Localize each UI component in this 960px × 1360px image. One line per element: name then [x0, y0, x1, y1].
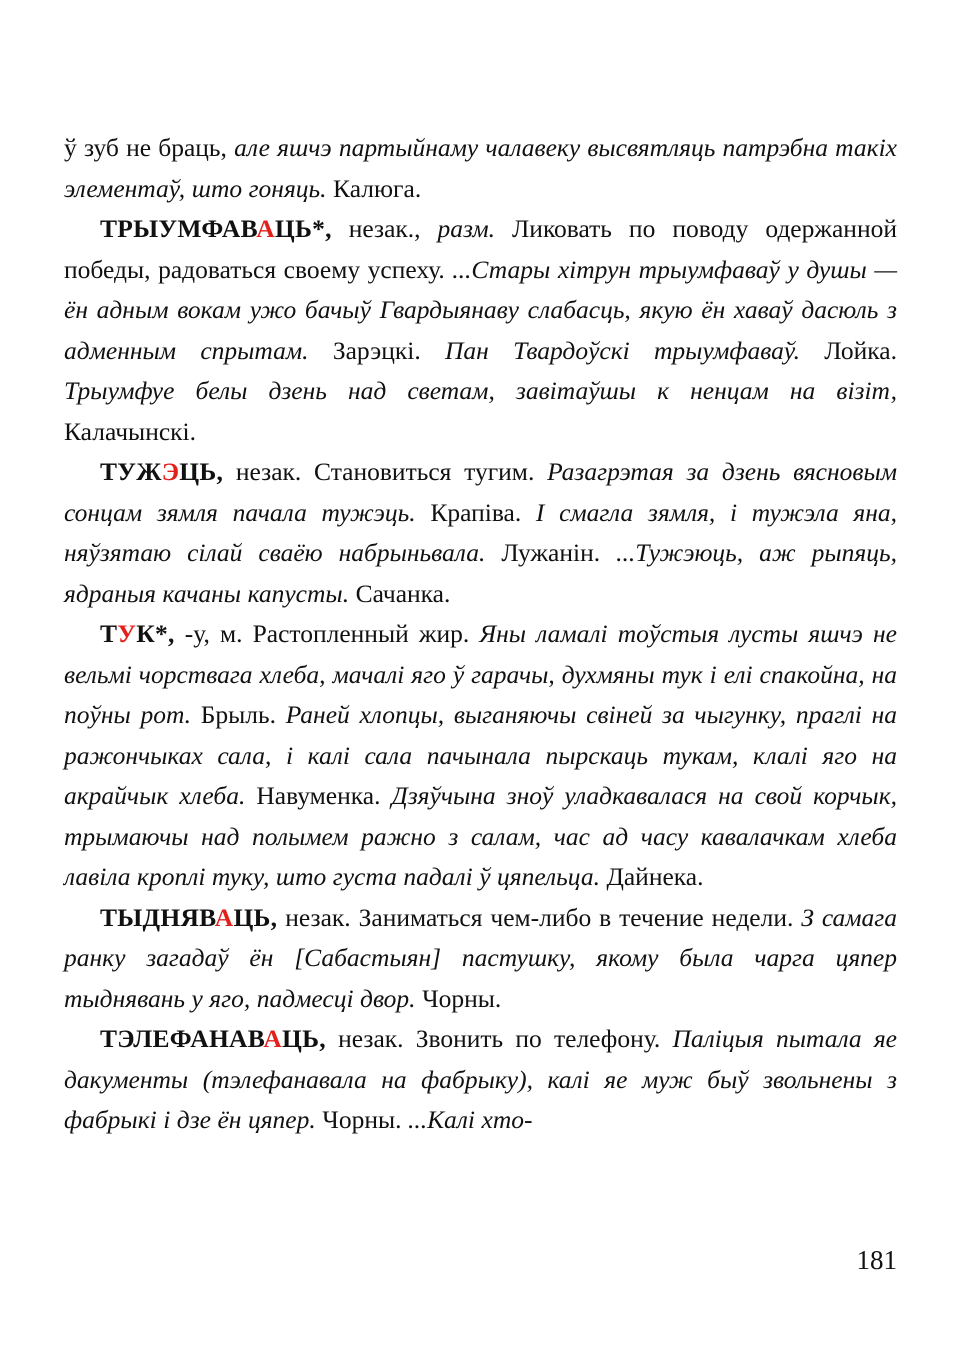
stressed-vowel: А — [214, 902, 234, 932]
definition-text: Заниматься чем-либо в течение недели. — [350, 902, 802, 932]
citation-source: Крапіва. — [415, 497, 536, 527]
headword-prefix: ТЫДНЯВ — [100, 902, 215, 932]
citation-source: Чорны. — [415, 983, 502, 1013]
usage-label: разм. — [437, 214, 496, 243]
grammar-label: незак. — [223, 457, 302, 486]
definition-text: Ликовать по поводу одержанной победы, радоваться своему успеху. — [64, 214, 897, 284]
citation-text: З самага ранку загадаў ён [Сабастыян] пастушку, якому была чарга цяпер тыднявань у яго, падмесці двор. — [64, 902, 897, 1013]
headword-prefix: ТРЫУМФАВ — [100, 214, 257, 243]
dictionary-entry — [64, 898, 897, 1020]
headword-prefix: Т — [100, 619, 118, 648]
citation-source: Брыль. — [191, 700, 286, 729]
headword — [100, 214, 332, 243]
citation-text: ...Калі хто- — [407, 1105, 533, 1134]
continuation-lead-text: ў зуб не браць, — [64, 133, 235, 162]
grammar-label: незак., — [331, 214, 438, 243]
headword-suffix: ЦЬ*, — [274, 214, 332, 243]
citation-source: Навуменка. — [245, 781, 392, 810]
citation-source: Зарэцкі. — [308, 335, 446, 365]
definition-text: Звонить по телефону. — [403, 1024, 673, 1053]
headword-suffix: ЦЬ, — [179, 457, 224, 486]
headword-suffix: ЦЬ, — [282, 1024, 326, 1053]
headword — [100, 457, 223, 486]
citation-text: ...Стары хітрун трыумфаваў у душы — ён адным вокам ужо бачыў Гвардыянаву слабасць, якую ён хаваў дасюль з адменным спрытам. — [64, 254, 897, 365]
headword-prefix: ТЭЛЕФАНАВ — [100, 1024, 264, 1053]
citation-text: Трыумфуе белы дзень над светам, завітаўшы к ненцам на візіт, — [64, 376, 897, 405]
page-number: 181 — [856, 1245, 897, 1275]
headword-suffix: ЦЬ, — [233, 902, 278, 932]
citation-text: ...Тужэюць, аж рыпяць, ядраныя качаны капусты. — [64, 538, 897, 608]
citation-text: Разагрэтая за дзень вясновым сонцам зямля пачала тужэць. — [64, 457, 898, 527]
citation-source: Дайнека. — [599, 862, 704, 891]
citation-source: Лойка. — [799, 335, 897, 365]
citation-text: Паліцыя пытала яе дакументы (тэлефанавала на фабрыку), калі яе муж быў звольнены з фабрыкі і дзе ён цяпер. — [64, 1024, 897, 1134]
citation-source: Чорны. — [315, 1105, 408, 1134]
citation-text: Пан Твардоўскі трыумфаваў. — [445, 335, 800, 365]
headword — [100, 903, 277, 932]
grammar-label: незак. — [277, 902, 351, 932]
grammar-label: -у, м. — [174, 619, 243, 648]
citation-text: Раней хлопцы, выганяючы свіней за чыгунку, праглі на ражончыках сала, і калі сала пачынала пырскаць тукам, клалі яго на акрайчык хлеба. — [64, 700, 897, 810]
stressed-vowel: Э — [161, 457, 180, 486]
text-column — [64, 128, 897, 1141]
continuation-citation: але яшчэ партыйнаму чалавеку высвятляць патрэбна такіх элементаў, што гоняць. — [64, 133, 897, 203]
headword-suffix: К*, — [136, 619, 175, 648]
citation-text: Яны ламалі тоўстыя лусты яшчэ не вельмі чорствага хлеба, мачалі яго ў гарачы, духмяны тук і елі спакойна, на поўны рот. — [64, 619, 897, 729]
headword — [100, 1024, 326, 1053]
dictionary-entry — [64, 614, 897, 898]
dictionary-entry — [64, 209, 897, 452]
continuation-source: Калюга. — [326, 173, 422, 203]
grammar-label: незак. — [325, 1024, 404, 1053]
citation-source: Сачанка. — [349, 578, 451, 608]
continuation-paragraph — [64, 128, 897, 209]
headword — [100, 619, 175, 648]
dictionary-entry — [64, 1019, 897, 1141]
definition-text: Становиться тугим. — [301, 457, 548, 486]
headword-prefix: ТУЖ — [100, 457, 162, 486]
stressed-vowel: А — [256, 214, 275, 243]
dictionary-entry — [64, 452, 897, 614]
definition-text: Растопленный жир. — [242, 619, 480, 648]
citation-text: І смагла зямля, і тужэла яна, няўзятаю сілай сваёю набрыньвала. — [64, 497, 898, 567]
citation-source: Калачынскі. — [64, 416, 197, 446]
citation-source: Лужанін. — [485, 538, 617, 567]
stressed-vowel: А — [263, 1024, 283, 1053]
stressed-vowel: У — [117, 619, 137, 648]
citation-text: Дзяўчына зноў уладкавалася на свой корчык, трымаючы над полымем ражно з салам, час ад часу кавалачкам хлеба лавіла кроплі туку, што густа падалі ў цяпельца. — [64, 781, 897, 891]
